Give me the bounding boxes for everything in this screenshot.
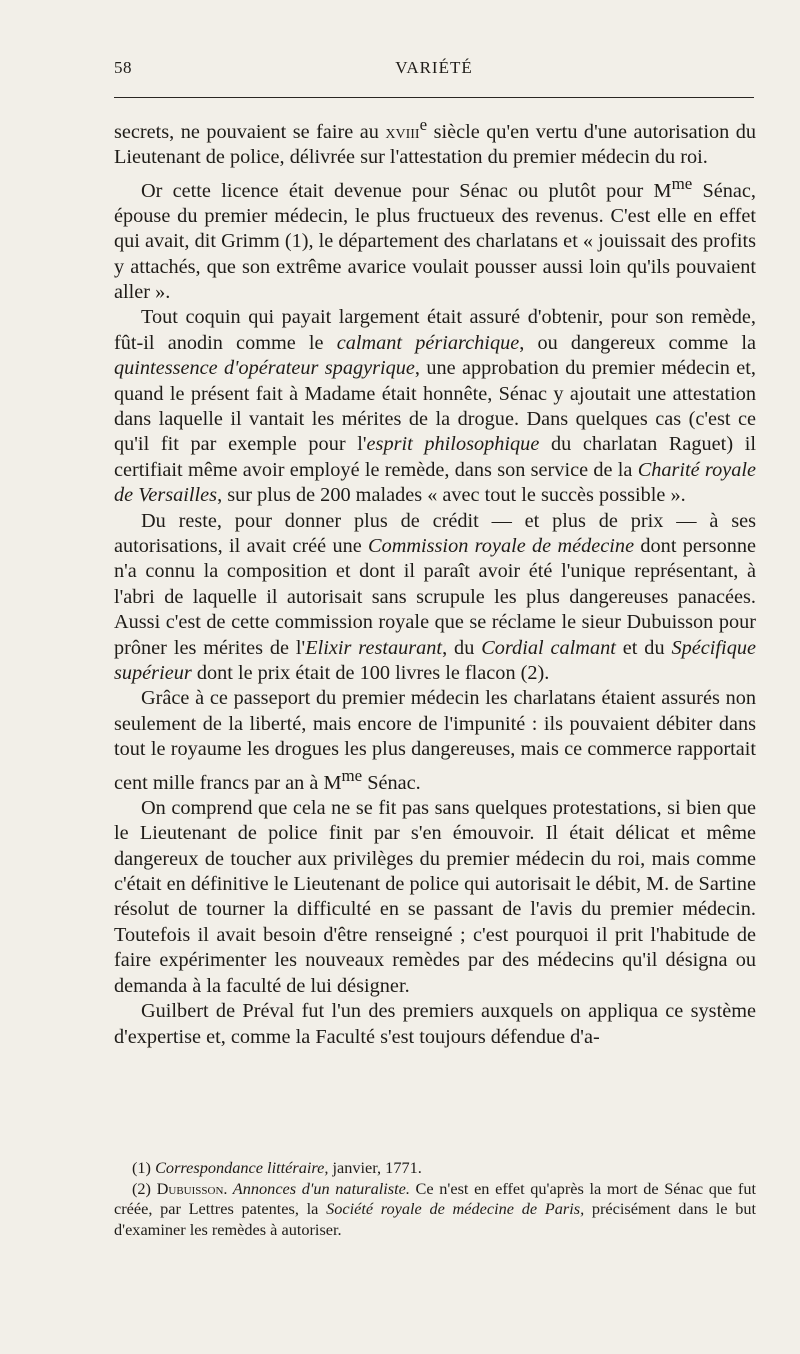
paragraph-7 <box>114 999 756 1050</box>
footnote-text: janvier, 1771. <box>328 1158 422 1177</box>
paragraph-text: Grâce à ce passeport du premier médecin les charlatans étaient assurés non seulement de la liberté, mais encore de l'impunité : ils pouvaient débiter dans tout le royaume les drogues les plus dangereuses, mais ce commerce rapportait cent mille francs par an à M <box>114 687 756 794</box>
paragraph-text: On comprend que cela ne se fit pas sans quelques protestations, si bien que le Lieutenant de police finit par s'en émouvoir. Il était délicat et même dangereux de toucher aux privilèges du premier médecin du roi, mais comme c'était en définitive le Lieutenant de police qui autorisait le débit, M. de Sartine résolut de tourner la difficulté en se passant de l'avis du premier médecin. Toutefois il avait besoin d'être renseigné ; c'est pourquoi il prit l'habitude de faire expérimenter les nouveaux remèdes par des médecins qu'il désigna ou demanda à la faculté de lui désigner. <box>114 796 756 997</box>
italic-remedy-name: calmant périarchique <box>336 331 520 354</box>
footnote-text: Ce n'est en effet qu'après la mort de Sénac que fut créée, par Lettres patentes, la <box>114 1178 756 1218</box>
paragraph-1 <box>114 112 756 171</box>
footnote-text: précisément dans le but d'examiner les remèdes à autoriser. <box>114 1199 757 1239</box>
paragraph-text: Or cette licence était devenue pour Sénac ou plutôt pour M <box>141 179 672 202</box>
paragraph-text: siècle qu'en vertu d'une autorisation du Lieutenant de police, délivrée sur l'attestation du premier médecin du roi. <box>114 120 756 169</box>
paragraph-text: dont le prix était de 100 livres le flacon (2). <box>191 662 550 685</box>
page-header <box>114 58 754 84</box>
footnote-institution: Société royale de médecine de Paris, <box>326 1199 585 1218</box>
paragraph-6 <box>114 796 756 999</box>
italic-remedy-name: Spécifique supérieur <box>114 636 756 685</box>
footnote-author: Dubuisson. <box>156 1178 228 1198</box>
footnote-title: Annonces d'un naturaliste. <box>227 1178 410 1198</box>
footnote-2 <box>114 1179 756 1241</box>
superscript: me <box>341 765 363 785</box>
italic-remedy-name: Elixir restaurant <box>305 636 443 659</box>
running-title: VARIÉTÉ <box>395 58 473 77</box>
paragraph-text: Sénac, épouse du premier médecin, le plus fructueux des revenus. C'est elle en effet qui avait, dit Grimm (1), le département des charlatans et « jouissait des profits y attachés, que son extrême avarice voulait pousser aussi loin qu'ils pouvaient aller ». <box>114 179 756 303</box>
italic-institution-name: Charité royale de Versailles <box>114 458 756 507</box>
italic-remedy-name: Cordial calmant <box>481 636 616 659</box>
paragraph-2 <box>114 171 756 306</box>
superscript: e <box>419 115 428 134</box>
footnote-title: Correspondance littéraire, <box>155 1158 329 1177</box>
paragraph-text: du charlatan Raguet) il certifiait même avoir employé le remède, dans son service de la <box>114 433 756 481</box>
footnote-number: (1) <box>132 1158 156 1177</box>
italic-institution-name: Commission royale de médecine <box>368 535 635 558</box>
paragraph-text: Du reste, pour donner plus de crédit — et plus de prix — à ses autorisations, il avait créé une <box>114 509 756 558</box>
paragraph-text: , sur plus de 200 malades « avec tout le succès possible ». <box>217 484 686 507</box>
footnote-number: (2) <box>132 1178 157 1198</box>
header-rule <box>114 97 754 98</box>
footnote-1 <box>114 1158 756 1179</box>
paragraph-text: , une approbation du premier médecin et, quand le présent fait à Madame était honnête, Sénac y ajoutait une attestation dans laquelle il vantait les mérites de la drogue. Dans quelques cas (c'est ce qu'il fit par exemple pour l' <box>114 357 756 456</box>
page-number: 58 <box>114 58 132 77</box>
paragraph-5 <box>114 686 756 795</box>
paragraph-text: , ou dangereux comme la <box>519 331 757 354</box>
italic-remedy-name: quintessence d'opérateur spagyrique <box>114 357 415 380</box>
paragraph-text: secrets, ne pouvaient se faire au <box>114 120 386 143</box>
paragraph-text: Guilbert de Préval fut l'un des premiers auxquels on appliqua ce système d'expertise et, comme la Faculté s'est toujours défendue d'a- <box>114 1000 756 1048</box>
paragraph-text: Sénac. <box>362 771 421 794</box>
paragraph-text: , du <box>442 636 482 659</box>
paragraph-4 <box>114 509 756 687</box>
paragraph-text: Tout coquin qui payait largement était assuré d'obtenir, pour son remède, fût-il anodin comme le <box>114 306 756 354</box>
century-numeral: xviii <box>385 120 420 143</box>
paragraph-text: et du <box>615 636 672 659</box>
footnotes <box>114 1158 756 1240</box>
paragraph-3 <box>114 305 756 508</box>
superscript: me <box>671 173 693 193</box>
italic-remedy-name: esprit philosophique <box>366 433 540 456</box>
main-text <box>114 112 756 1050</box>
paragraph-text: dont personne n'a connu la composition et dont il paraît avoir été l'unique représentant, à l'abri de laquelle il autorisait sans scrupule les plus dangereuses panacées. Aussi c'est de cette commission royale que se réclame le sieur Dubuisson pour prôner les mérites de l' <box>114 535 756 659</box>
